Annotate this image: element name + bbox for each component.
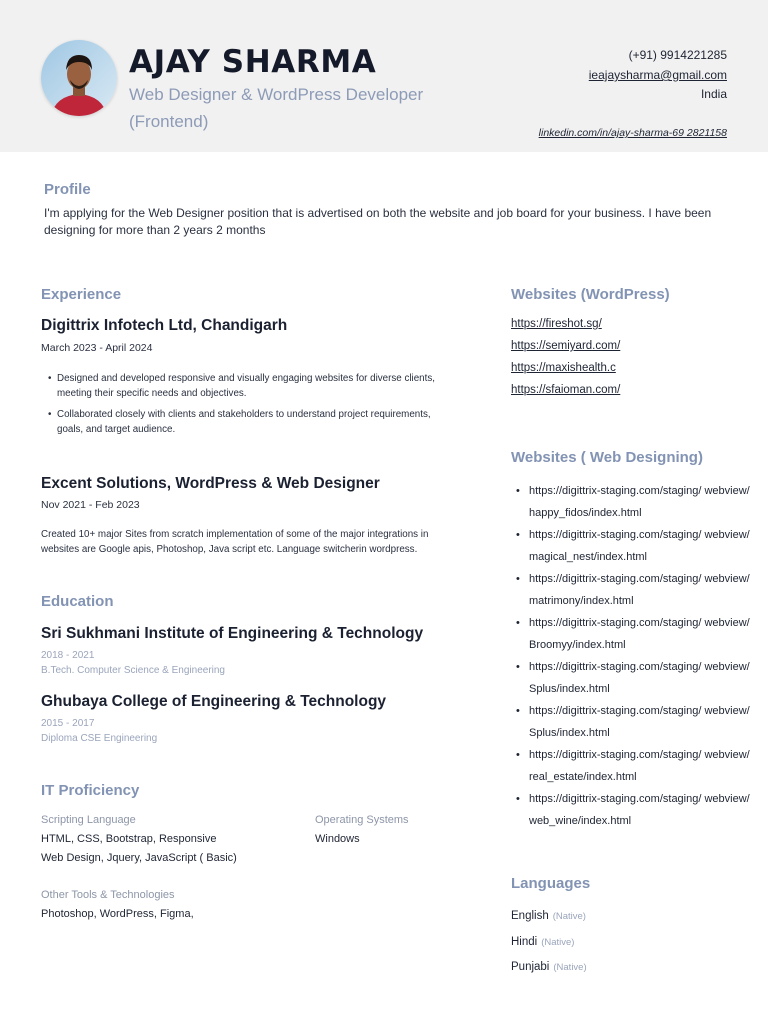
contact-email-link[interactable]: ieajaysharma@gmail.com xyxy=(588,68,727,82)
wordpress-site-link[interactable]: https://fireshot.sg/ xyxy=(511,318,602,330)
wordpress-site-link[interactable]: https://maxishealth.c xyxy=(511,362,616,374)
web-design-link[interactable]: • https://digittrix-staging.com/staging/ webview/real_estate/index.html xyxy=(511,744,751,788)
scripting-label: Scripting Language xyxy=(41,814,136,826)
education-school-2: Ghubaya College of Engineering & Technology xyxy=(41,693,387,710)
web-design-link[interactable]: • https://digittrix-staging.com/staging/ webview/web_wine/index.html xyxy=(511,788,751,832)
scripting-value-line2: Web Design, Jquery, JavaScript ( Basic) xyxy=(41,852,237,864)
language-item xyxy=(511,910,586,922)
language-name: Punjabi xyxy=(511,961,550,973)
resume-header xyxy=(0,0,768,152)
languages-heading: Languages xyxy=(511,875,591,892)
candidate-title xyxy=(129,81,459,135)
scripting-value xyxy=(41,830,237,868)
candidate-title-line1: Web Designer & WordPress Developer xyxy=(129,85,424,104)
wordpress-site-link[interactable]: https://sfaioman.com/ xyxy=(511,384,621,396)
os-label: Operating Systems xyxy=(315,814,409,826)
language-name: English xyxy=(511,910,549,922)
language-item xyxy=(511,961,587,973)
language-level: (Native) xyxy=(541,937,575,948)
job-bullets-1 xyxy=(43,371,453,443)
job-description-2: Created 10+ major Sites from scratch implementation of some of the major integrations in websites are Google apis, Photoshop, Java script etc. Language switcherin wordpress. xyxy=(41,529,429,555)
profile-text: I'm applying for the Web Designer position that is advertised on both the website and job board for your business. I have been designing for more than 2 years 2 months xyxy=(44,206,712,237)
experience-heading: Experience xyxy=(41,286,122,303)
profile-photo xyxy=(41,40,117,116)
web-design-link[interactable]: • https://digittrix-staging.com/staging/ webview/magical_nest/index.html xyxy=(511,524,751,568)
websites-design-heading: Websites ( Web Designing) xyxy=(511,449,703,466)
job-title-1: Digittrix Infotech Ltd, Chandigarh xyxy=(41,317,288,334)
os-value: Windows xyxy=(315,833,360,845)
list-item: • Collaborated closely with clients and stakeholders to understand project requirements, goals, and target audience. xyxy=(43,407,453,437)
contact-country: India xyxy=(700,87,727,101)
job-dates-2: Nov 2021 - Feb 2023 xyxy=(41,499,140,511)
job-dates-1: March 2023 - April 2024 xyxy=(41,342,153,354)
it-proficiency-heading: IT Proficiency xyxy=(41,782,140,799)
education-degree-2: Diploma CSE Engineering xyxy=(41,733,158,744)
education-school-1: Sri Sukhmani Institute of Engineering & Technology xyxy=(41,625,424,642)
candidate-name: AJAY SHARMA xyxy=(129,44,377,80)
candidate-title-line2: (Frontend) xyxy=(129,112,209,131)
language-level: (Native) xyxy=(553,962,587,973)
profile-heading: Profile xyxy=(44,181,91,198)
tools-value: Photoshop, WordPress, Figma, xyxy=(41,908,194,920)
web-design-link[interactable]: • https://digittrix-staging.com/staging/ webview/Splus/index.html xyxy=(511,700,751,744)
scripting-value-line1: HTML, CSS, Bootstrap, Responsive xyxy=(41,833,217,845)
education-years-1: 2018 - 2021 xyxy=(41,650,95,661)
language-item xyxy=(511,936,574,948)
language-level: (Native) xyxy=(552,911,586,922)
websites-wordpress-heading: Websites (WordPress) xyxy=(511,286,670,303)
web-design-links-list xyxy=(511,480,751,832)
web-design-link[interactable]: • https://digittrix-staging.com/staging/ webview/Broomyy/index.html xyxy=(511,612,751,656)
web-design-link[interactable]: • https://digittrix-staging.com/staging/ webview/Splus/index.html xyxy=(511,656,751,700)
tools-label: Other Tools & Technologies xyxy=(41,889,175,901)
education-years-2: 2015 - 2017 xyxy=(41,718,95,729)
linkedin-link[interactable]: linkedin.com/in/ajay-sharma-69 2821158 xyxy=(538,127,727,139)
education-degree-1: B.Tech. Computer Science & Engineering xyxy=(41,665,225,676)
web-design-link[interactable]: • https://digittrix-staging.com/staging/ webview/matrimony/index.html xyxy=(511,568,751,612)
job-title-2: Excent Solutions, WordPress & Web Designer xyxy=(41,475,380,492)
list-item: • Designed and developed responsive and visually engaging websites for diverse clients, meeting their specific needs and objectives. xyxy=(43,371,453,401)
web-design-link[interactable]: • https://digittrix-staging.com/staging/ webview/happy_fidos/index.html xyxy=(511,480,751,524)
language-name: Hindi xyxy=(511,936,538,948)
education-heading: Education xyxy=(41,593,114,610)
contact-phone: (+91) 9914221285 xyxy=(628,48,727,62)
wordpress-site-link[interactable]: https://semiyard.com/ xyxy=(511,340,621,352)
